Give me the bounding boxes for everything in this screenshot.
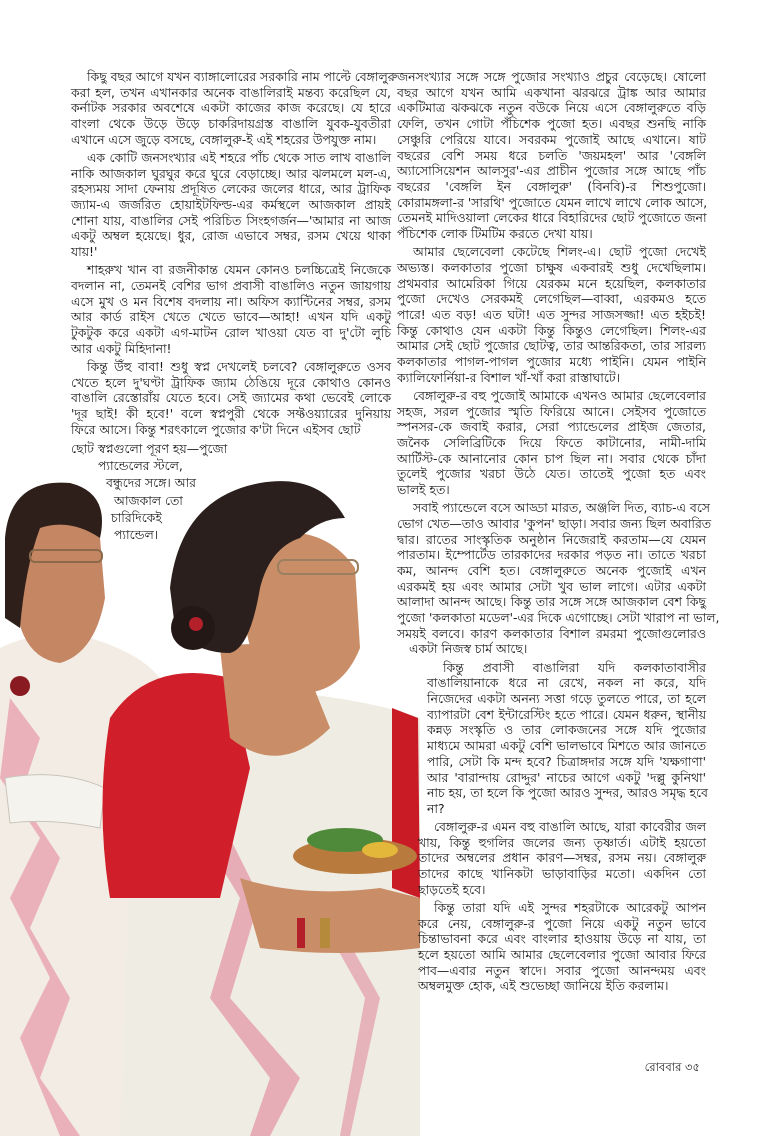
text-line: কিছু বছর আগে যখন ব্যাঙ্গালোরের সরকারি নাম পাল্টে বেঙ্গালুরু — [87, 69, 398, 84]
text-line: বাঙালি রেস্তোরাঁয় যেতে হবে। সেই জ্যামের কথা ভেবেই লোকে — [71, 390, 391, 406]
page-footer: রোববার ৩৫ — [644, 1060, 700, 1074]
text-line: খায়, কিন্তু হুগলির জলের জন্য তৃষ্ণার্ত। এটাই হয়তো — [418, 834, 706, 850]
text-line: বেঙ্গালুরু-র এমন বহু বাঙালি আছে, যারা কাবেরীর জল — [434, 819, 706, 834]
caption-line: প্যান্ডেলের স্টলে, — [98, 458, 183, 474]
paragraph — [71, 262, 391, 356]
paragraph — [71, 150, 391, 260]
text-line: স্পনসর-কে জবাই করার, সেরা প্যান্ডেলের প্রাইজ জেতার, — [397, 419, 706, 435]
text-line: বেঙ্গালুরু-র বহু পুজোই আমাকে এখনও আমার ছেলেবেলার — [413, 387, 706, 403]
text-line: দ্বার। রাতের সাংস্কৃতিক অনুষ্ঠান নিজেরাই করতাম—যে যেমন — [397, 531, 706, 547]
text-line: চিন্তাভাবনা করে এবং বাংলার হাওয়ায় উড়ে না যায়, তা — [418, 931, 706, 947]
text-line: একটিমাত্র ঝকঝকে নতুন বউকে নিয়ে এসে বেঙ্গালুরুতে বড়ি — [397, 100, 706, 116]
text-line: বছর আগে যখন আমি একখানা ঝরঝরে ট্রাঙ্ক আর আমার — [397, 84, 706, 100]
text-line: জ্যাম-এ জর্জরিত হোয়াইটফিল্ড-এর কর্মস্থলে আজকাল প্রায়ই — [71, 197, 391, 213]
text-line: এখানে এসে জুড়ে বসছে, বেঙ্গালুরু-ই এই শহরের উপযুক্ত নাম। — [71, 131, 377, 147]
text-line: তুলেই পুজোর খরচা উঠে যেত। তাতেই পুজো হত এবং — [397, 466, 706, 482]
text-line: পারে! এত বড়! এত ঘটা! এত সুন্দর সাজসজ্জা! এত হইচই! — [397, 306, 706, 322]
text-line: পুজো 'কলকাতা মডেল'-এর দিকে এগোচ্ছে। সেটা খারাপ না ভাল, — [397, 610, 720, 626]
paragraph — [397, 244, 706, 385]
text-line: অভ্যস্ত। কলকাতার পুজো চাক্ষুষ একবারই শুধু দেখেছিলাম। — [397, 259, 706, 275]
text-line: অ্যাসোসিয়েশন আলসুর'-এর প্রাচীন পুজোর সঙ্গে আছে পাঁচ — [397, 163, 706, 179]
text-line: একটা নিজস্ব চার্ম আছে। — [409, 641, 528, 657]
text-line: ভোগ খেত—তাও আবার 'কুপন' ছাড়া। সবার জন্য ছিল অবারিত — [397, 515, 712, 531]
text-line: পাব—এবার নতুন স্বাদে। সবার পুজো আনন্দময় এবং — [418, 962, 706, 978]
paragraph — [397, 388, 706, 498]
text-line: না? — [427, 800, 445, 816]
paragraph — [397, 500, 720, 657]
caption-line: চারিদিকেই — [111, 509, 162, 525]
text-line: নিজেদের একটা অনন্য সত্তা গড়ে তুলতে পারে, তা হলে — [427, 690, 706, 706]
text-line: তাদের কাছে খানিকটা ভাড়াবাড়ির মতো। একদিন তো — [418, 866, 706, 882]
text-line: সহজ, সরল পুজোর স্মৃতি ফিরিয়ে আনে। সেইসব পুজোতে — [397, 403, 706, 419]
text-line: অম্বলমুক্ত হোক, এই শুভেচ্ছা জানিয়ে ইতি করলাম। — [418, 978, 669, 994]
photo-caption — [71, 440, 391, 544]
text-line: কলকাতার পাগল-পাগল পুজোর মধ্যে পাইনি। যেমন পাইনি — [397, 354, 706, 370]
text-line: কন্নড় সংস্কৃতি ও তার লোকজনের সঙ্গে যদি পুজোর — [427, 722, 706, 738]
photo-two-women-at-puja — [0, 478, 425, 1136]
text-line: আমার সেই ছোট পুজোর ছোটত্ব, তার আন্তরিকতা, তার সারল্য — [397, 338, 706, 354]
text-line: বাঙালিয়ানাকে ধরে না রেখে, নকল না করে, যদি — [427, 675, 706, 691]
text-line: আর 'বারান্দায় রোদ্দুর' নাচের আগে একটু 'দল্লু কুনিথা' — [427, 769, 706, 785]
caption-line: ছোট স্বপ্নগুলো পূরণ হয়—পুজো — [71, 440, 228, 456]
text-line: হলে হয়তো আমি আমার ছেলেবেলার পুজো আবার ফিরে — [418, 947, 706, 963]
text-line: বাংলা থেকে উড়ে উড়ে চাকরিদায়গ্রস্ত বাঙালি যুবক-যুবতীরা — [71, 116, 391, 132]
text-line: ছাড়তেই হবে। — [418, 881, 486, 897]
text-line: শাহরুখ খান বা রজনীকান্ত যেমন কোনও চলচ্চিত্রেই নিজেকে — [87, 262, 391, 278]
paragraph — [71, 69, 398, 148]
text-line: পঁচিশেক লোক টিমটিম করতে দেখা যায়। — [397, 226, 593, 242]
text-line: কিন্তু উঁহু বাবা! শুধু স্বপ্ন দেখলেই চলবে? বেঙ্গালুরুতে ওসব — [87, 358, 391, 374]
text-line: শোনা যায়, বাঙালির সেই পরিচিত সিংহগর্জন—'আমার না আজ — [71, 212, 391, 228]
text-line: জনসংখ্যার সঙ্গে সঙ্গে পুজোর সংখ্যাও প্রচুর বেড়েছে। ষোলো — [397, 69, 706, 84]
text-line: কর্নাটক সরকার অবশেষে একটা কাজের কাজ করেছে। যে হারে — [71, 100, 391, 116]
handkerchief — [5, 775, 105, 828]
text-line: করে নেয়, বেঙ্গালুরু-র পুজো নিয়ে একটু নতুন ভাবে — [418, 915, 706, 931]
paragraph — [397, 819, 706, 898]
paragraph — [397, 900, 706, 994]
text-line: আমার ছেলেবেলা কেটেছে শিলং-এ। ছোট পুজো দেখেই — [413, 244, 706, 260]
text-line: মাধ্যমে আমরা একটু বেশি ভালভাবে মিশতে আর জানতে — [427, 738, 706, 754]
paragraph — [397, 69, 706, 242]
text-line: ব্যাপারটা বেশ ইন্টারেস্টিং হতে পারে। যেমন ধরুন, স্থানীয় — [427, 706, 706, 722]
paragraph — [71, 359, 391, 438]
text-line: বছরের বেশি সময় ধরে চলতি 'জয়মহল' আর 'বেঙ্গলি — [397, 147, 706, 163]
text-line: পারতাম। ইম্পোর্টেড তারকাদের দরকার পড়ত না। তাতে খরচা — [397, 547, 706, 563]
text-line: টুকটুক করে একটা এগ-মাটন রোল খাওয়া যেত বা দু'টো লুচি — [71, 325, 391, 341]
text-line: তেমনই মাদিওয়ালা লেকের ধারে বিহারিদের ছোট পুজোতে জনা — [397, 210, 707, 226]
left-column — [71, 69, 398, 546]
text-line: 'দূর ছাই! কী হবে!' বলে স্বপ্নপুরী থেকে সফ্টওয়্যারের দুনিয়ায় — [71, 405, 391, 421]
text-line: সেঞ্চুরি পেরিয়ে যাবে। সবরকম পুজোই আছে এখানে। ষাট — [397, 131, 706, 147]
text-line: খেতে হলে দু'ঘণ্টা ট্রাফিক জ্যাম ঠেঙিয়ে দূরে কোথাও কোনও — [71, 374, 391, 390]
text-line: রহস্যময় সাদা ফেনায় প্রদূষিত লেকের জলের ধারে, আর ট্রাফিক — [71, 181, 391, 197]
caption-line: প্যান্ডেল। — [114, 527, 159, 543]
text-line: নাকি আজকাল ঘুরঘুর করে ঘুরে বেড়াচ্ছে। আর ঝলমলে মল-এ, — [71, 165, 391, 181]
text-line: বদলান না, তেমনই বেশির ভাগ প্রবাসী বাঙালিও নতুন জায়গায় — [71, 277, 391, 293]
text-line: নাচ হয়, তা হলে কি পুজো আরও সুন্দর, আরও সমৃদ্ধ হবে — [427, 785, 708, 801]
text-line: কিন্তু কোথাও যেন একটা কিন্তু কিন্তুও লেগেছিল। শিলং-এর — [397, 322, 706, 338]
text-line: ক্যালিফোর্নিয়া-র বিশাল খাঁ-খাঁ করা রাস্তাঘাটে। — [397, 369, 621, 385]
text-line: আর্টিস্ট-কে আনানোর কোন চাপ ছিল না। সবার থেকে চাঁদা — [397, 450, 706, 466]
text-line: যায়!' — [71, 244, 98, 260]
text-line: প্রথমবার আমেরিকা গিয়ে যেরকম মনে হয়েছিল, কলকাতার — [397, 275, 706, 291]
text-line: জনৈক সেলিব্রিটিকে দিয়ে ফিতে কাটানোর, নামী-দামি — [397, 434, 706, 450]
paragraph — [397, 660, 706, 817]
text-line: কিন্তু তারা যদি এই সুন্দর শহরটাকে আরেকটু আপন — [434, 899, 706, 915]
text-line: কিন্তু প্রবাসী বাঙালিরা যদি কলকাতাবাসীর — [443, 659, 706, 675]
caption-line: আজকাল তো — [114, 492, 183, 508]
text-line: কোরামঙ্গলা-র 'সারথি' পুজোতে যেমন লাখে লাখে লোক আসে, — [397, 194, 708, 210]
text-line: পুজো দেখেও সেরকমই লেগেছিল—বাব্বা, এরকমও হতে — [397, 291, 706, 307]
text-line: আর কার্ড রাইস খেতে খেতে ভাবে—আহা! এখন যদি একটু — [71, 309, 391, 325]
right-column — [397, 69, 720, 997]
text-line: আর একটু মিহিদানা! — [71, 340, 172, 356]
text-line: ফিরে আসে। কিন্তু শরৎকালে পুজোর ক'টা দিনে এইসব ছোট — [71, 421, 361, 437]
text-line: এসে মুখ ও মন বিশেষ বদলায় না। অফিস ক্যান্টিনের সম্বর, রসম — [71, 293, 391, 309]
text-line: ভালই হত। — [397, 482, 450, 498]
text-line: ফেলি, তখন গোটা পঁচিশেক পুজো হত। এবছর শুনছি নাকি — [397, 116, 706, 132]
text-line: আলাদা আনন্দ আছে। কিন্তু তার সঙ্গে সঙ্গে আজকাল বেশ কিছু — [397, 594, 706, 610]
text-line: এক কোটি জনসংখ্যার এই শহরে পাঁচ থেকে সাত লাখ বাঙালি — [87, 149, 391, 165]
text-line: এরকমই হয় এবং আমার সেটা খুব ভাল লাগে। এটার একটা — [397, 578, 706, 594]
text-line: সবাই প্যান্ডেলে বসে আড্ডা মারত, অঞ্জলি দিত, ব্যাচ-এ বসে — [413, 500, 710, 516]
text-line: করা হল, তখন এখানকার অনেক বাঙালিরাই মন্তব্য করেছিল যে, — [71, 84, 391, 100]
caption-line: বন্ধুদের সঙ্গে। আর — [106, 475, 196, 491]
text-line: পারি, সেটা কি মন্দ হবে? চিত্রাঙ্গদার সঙ্গে যদি 'যক্ষগাণা' — [427, 753, 706, 769]
text-line: বছরের 'বেঙ্গলি ইন বেঙ্গালুরু' (বিনবি)-র শিশুপুজো। — [397, 178, 706, 194]
text-line: তাদের অম্বলের প্রধান কারণ—সম্বর, রসম নয়। বেঙ্গালুরু — [418, 850, 706, 866]
text-line: একটু অম্বল হয়েছে। ধুর, রোজ এভাবে সম্বর, রসম খেয়ে থাকা — [71, 228, 391, 244]
text-line: কম, আনন্দ বেশি হত। বেঙ্গালুরুতে অনেক পুজোই এখন — [397, 562, 706, 578]
text-line: সময়ই বলবে। কারণ কলকাতার বিশাল রমরমা পুজোগুলোরও — [397, 625, 706, 641]
